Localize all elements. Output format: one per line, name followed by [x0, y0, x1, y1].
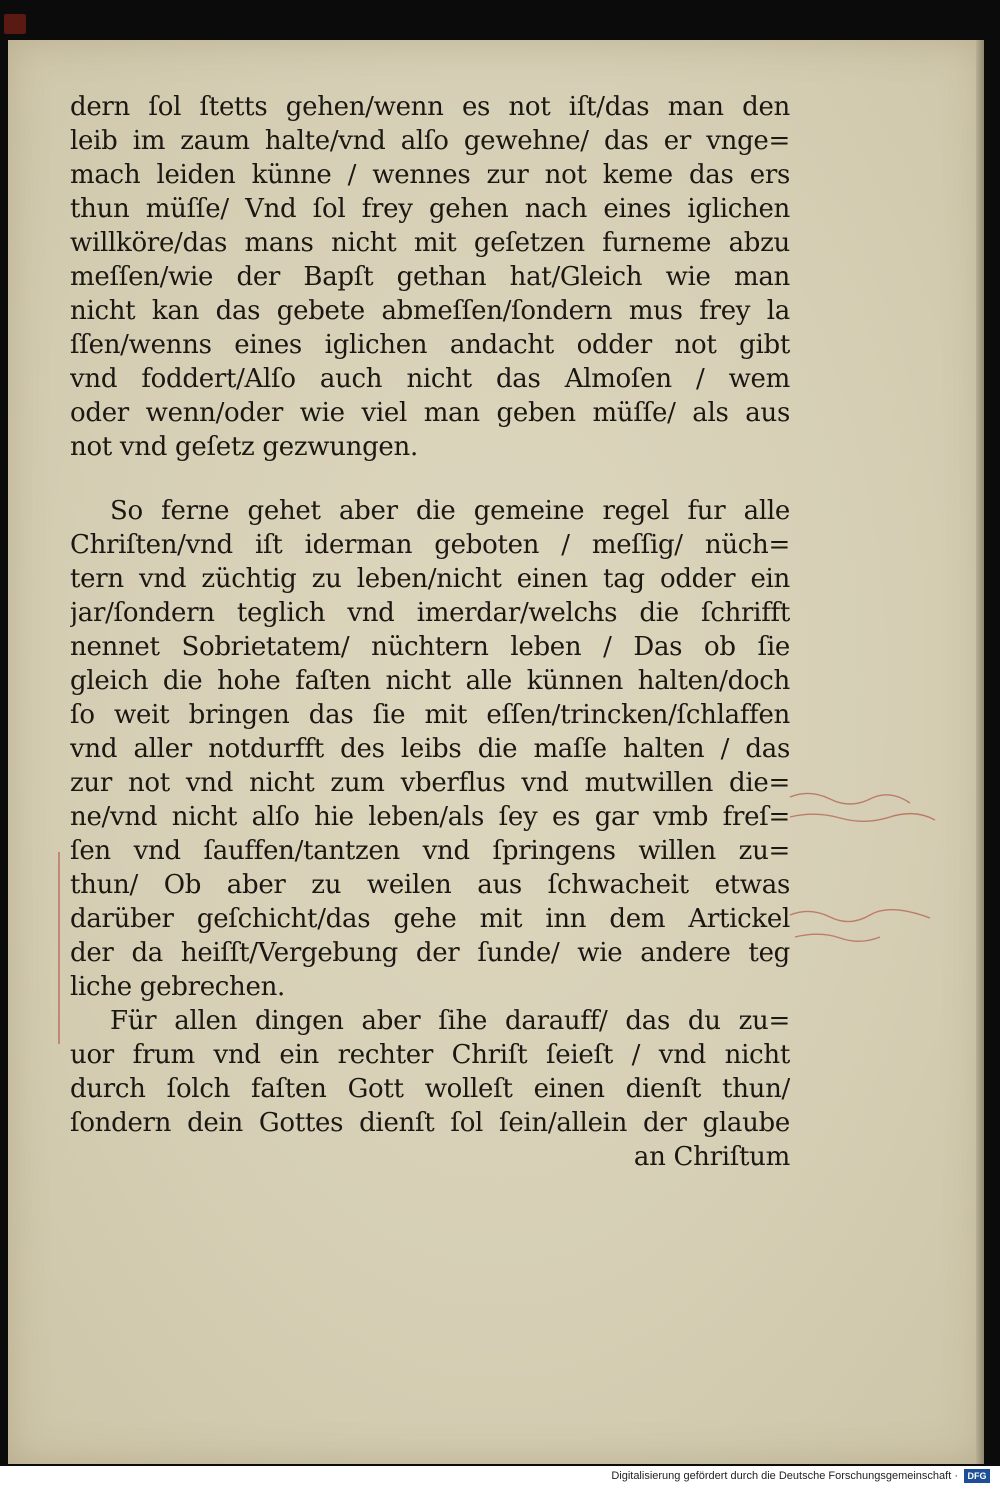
- text-line: thun/ Ob aber zu weilen aus ſchwacheit etwas: [70, 870, 790, 900]
- text-line: Für allen dingen aber ſihe darauff/ das du zu=: [110, 1006, 790, 1036]
- text-line: durch ſolch faſten Gott wolleſt einen dienſt thun/: [70, 1074, 790, 1104]
- text-line: vnd foddert/Alſo auch nicht das Almoſen / wem: [70, 364, 790, 394]
- handwritten-margin-note: [785, 785, 945, 955]
- text-line: thun müſſe/ Vnd ſol frey gehen nach eines iglichen: [70, 194, 790, 224]
- text-line: liche gebrechen.: [70, 972, 285, 1002]
- text-line: willköre/das mans nicht mit geſetzen furneme abzu: [70, 228, 790, 258]
- text-line: tern vnd züchtig zu leben/nicht einen tag odder ein: [70, 564, 790, 594]
- text-line: not vnd geſetz gezwungen.: [70, 432, 418, 462]
- text-line: der da heiſſt/Vergebung der ſunde/ wie andere teg: [70, 938, 790, 968]
- text-line: ſen vnd ſauffen/tantzen vnd ſpringens willen zu=: [70, 836, 790, 866]
- text-line: ſſen/wenns eines iglichen andacht odder not gibt: [70, 330, 790, 360]
- page-edge: [976, 40, 984, 1464]
- text-line: dern ſol ſtetts gehen/wenn es not iſt/das man den: [70, 92, 790, 122]
- text-line: leib im zaum halte/vnd alſo gewehne/ das er vnge=: [70, 126, 790, 156]
- text-line: oder wenn/oder wie viel man geben müſſe/ als aus: [70, 398, 790, 428]
- page-text: [70, 90, 790, 1174]
- text-line: mach leiden künne / wennes zur not keme das ers: [70, 160, 790, 190]
- margin-bracket: [58, 852, 70, 1044]
- text-line: zur not vnd nicht zum vberflus vnd mutwillen die=: [70, 768, 790, 798]
- text-line: nennet Sobrietatem/ nüchtern leben / Das ob ſie: [70, 632, 790, 662]
- dfg-logo: DFG: [964, 1469, 990, 1483]
- catchword: an Chriſtum: [633, 1142, 790, 1172]
- text-line: jar/ſondern teglich vnd imerdar/welchs die ſchrifft: [70, 598, 790, 628]
- text-line: nicht kan das gebete abmeſſen/ſondern mus frey la: [70, 296, 790, 326]
- text-line: gleich die hohe faſten nicht alle künnen halten/doch: [70, 666, 790, 696]
- footer-bar: [0, 1466, 1000, 1488]
- text-line: ſo weit bringen das ſie mit eſſen/trincken/ſchlaffen: [70, 700, 790, 730]
- text-line: Chriſten/vnd iſt iderman geboten / meſſig/ nüch=: [70, 530, 790, 560]
- corner-mark: [4, 14, 26, 34]
- text-line: darüber geſchicht/das gehe mit inn dem Artickel: [70, 904, 790, 934]
- text-line: meſſen/wie der Bapſt gethan hat/Gleich wie man: [70, 262, 790, 292]
- text-line: So ferne gehet aber die gemeine regel fur alle: [110, 496, 790, 526]
- text-line: ſondern dein Gottes dienſt ſol ſein/allein der glaube: [70, 1108, 790, 1138]
- text-line: uor frum vnd ein rechter Chriſt ſeieſt / vnd nicht: [70, 1040, 790, 1070]
- text-line: vnd aller notdurfft des leibs die maſſe halten / das: [70, 734, 790, 764]
- funding-credit: Digitalisierung gefördert durch die Deutsche Forschungsgemeinschaft ·: [611, 1470, 958, 1482]
- text-line: ne/vnd nicht alſo hie leben/als ſey es gar vmb freſ=: [70, 802, 790, 832]
